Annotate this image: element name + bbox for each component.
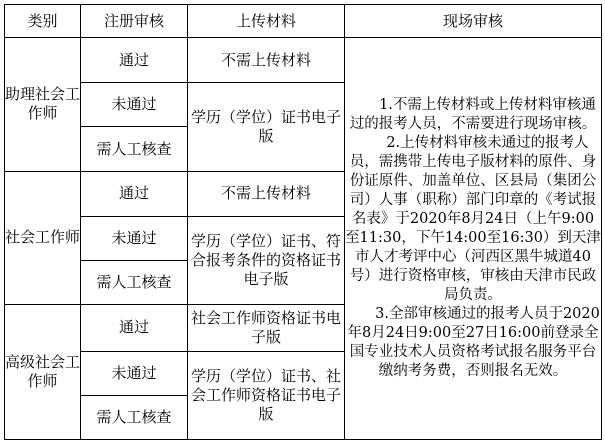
- status-manual-check: 需人工核查: [81, 395, 188, 439]
- status-failed: 未通过: [81, 351, 188, 395]
- materials-cell: 学历（学位）证书、社会工作师资格证书电子版: [188, 351, 345, 439]
- onsite-paragraph-2: 2.上传材料审核未通过的报考人员，需携带上传电子版材料的原件、身份证原件、加盖单位、区县局（集团公司）人事（职称）部门印章的《考试报名表》于2020年8月24日（上午9:00至11:30，下午14:00至16:30）到天津市人才考评中心（河西区黑牛城道40号）进行资格审核，审核由天津市民政局负责。: [345, 135, 601, 303]
- status-passed: 通过: [81, 38, 188, 83]
- status-manual-check: 需人工核查: [81, 127, 188, 171]
- status-failed: 未通过: [81, 83, 188, 127]
- status-manual-check: 需人工核查: [81, 261, 188, 305]
- materials-cell: 不需上传材料: [188, 38, 345, 83]
- header-onsite-review: 现场审核: [345, 5, 602, 38]
- header-registration-review: 注册审核: [81, 5, 188, 38]
- category-senior-social-worker: 高级社会工作师: [5, 305, 81, 440]
- onsite-paragraph-1: 1.不需上传材料或上传材料审核通过的报考人员，不需要进行现场审核。: [349, 97, 597, 132]
- header-upload-materials: 上传材料: [188, 5, 345, 38]
- header-category: 类别: [5, 5, 81, 38]
- onsite-review-instructions: [345, 38, 602, 440]
- status-failed: 未通过: [81, 216, 188, 260]
- category-social-worker: 社会工作师: [5, 171, 81, 305]
- materials-cell: 社会工作师资格证书电子版: [188, 305, 345, 352]
- onsite-paragraph-3: 3.全部审核通过的报考人员于2020年8月24日9:00至27日16:00前登录全国专业技术人员资格考试报名服务平台缴纳考务费，否则报名无效。: [347, 306, 600, 379]
- category-assistant-social-worker: 助理社会工作师: [5, 38, 81, 172]
- materials-cell: 学历（学位）证书电子版: [188, 83, 345, 171]
- materials-cell: 学历（学位）证书、符合报考条件的资格证书电子版: [188, 216, 345, 304]
- materials-cell: 不需上传材料: [188, 171, 345, 216]
- status-passed: 通过: [81, 305, 188, 352]
- status-passed: 通过: [81, 171, 188, 216]
- exam-review-table: [4, 4, 602, 440]
